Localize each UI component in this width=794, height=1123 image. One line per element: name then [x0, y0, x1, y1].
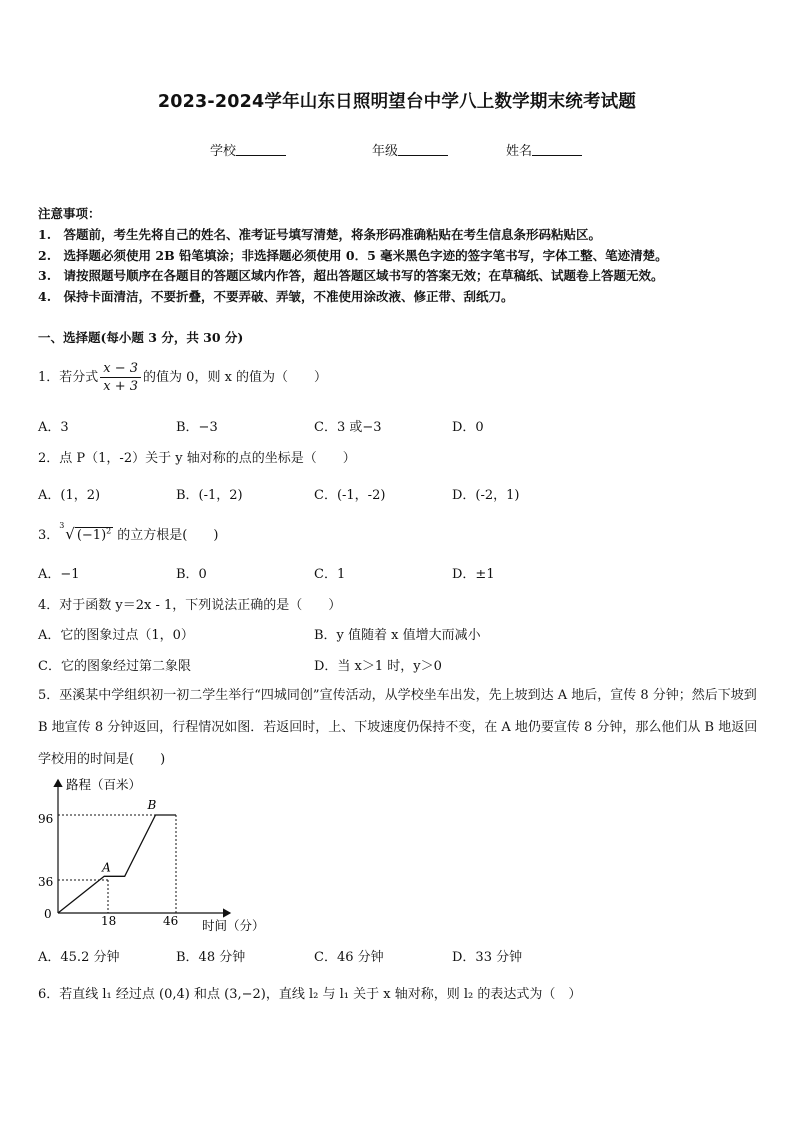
name-blank[interactable]: [532, 143, 582, 156]
y-tick-label-96: 96: [38, 812, 54, 826]
q1-denominator: x + 3: [103, 379, 139, 394]
q1-prefix: 1．若分式: [38, 370, 99, 385]
question-5: 5．巫溪某中学组织初一初二学生举行“四城同创”宣传活动，从学校坐车出发，先上坡到达 A 地后，宣传 8 分钟；然后下坡到 B 地宣传 8 分钟返回，行程情况如图．若返回时，上、下坡速度仍保持不变，在 A 地仍要宣传 8 分钟，那么他们从 B 地返回学校用的时间是( ): [38, 688, 758, 767]
q4-option-c[interactable]: C．它的图象经过第二象限: [38, 659, 191, 674]
section-heading: 一、选择题(每小题 3 分，共 30 分): [38, 330, 244, 345]
q2-option-a[interactable]: A．(1，2): [38, 488, 101, 503]
q3-radicand-base: (−1): [76, 528, 107, 543]
grade-field[interactable]: [372, 140, 448, 159]
x-tick-label-46: 46: [163, 914, 179, 928]
q1-numerator: x − 3: [100, 360, 141, 378]
grade-label: 年级: [372, 144, 399, 159]
q4-option-a[interactable]: A．它的图象过点（1，0）: [38, 628, 194, 643]
q2-option-c[interactable]: C．(-1，-2): [314, 488, 386, 503]
q3-prefix: 3．: [38, 528, 60, 543]
point-a-label: A: [102, 860, 111, 875]
grade-blank[interactable]: [398, 143, 448, 156]
page-title: 2023-2024学年山东日照明望台中学八上数学期末统考试题: [157, 92, 637, 112]
q4-option-d[interactable]: D．当 x＞1 时，y＞0: [314, 659, 442, 674]
route-line: [58, 815, 176, 913]
name-label: 姓名: [506, 144, 533, 159]
radical-sign-icon: √: [65, 525, 75, 543]
q1-option-c[interactable]: C．3 或−3: [314, 420, 382, 435]
y-tick-label-36: 36: [38, 875, 54, 889]
q3-suffix: 的立方根是( ): [117, 528, 219, 543]
school-label: 学校: [210, 144, 237, 159]
question-4: 4．对于函数 y＝2x - 1，下列说法正确的是（ ）: [38, 598, 342, 613]
q2-option-d[interactable]: D．(-2，1): [452, 488, 520, 503]
q1-suffix: 的值为 0，则 x 的值为（ ）: [143, 370, 328, 385]
q3-option-b[interactable]: B．0: [176, 567, 207, 582]
point-b-label: B: [147, 798, 157, 812]
q3-option-a[interactable]: A．−1: [38, 567, 80, 582]
school-blank[interactable]: [236, 143, 286, 156]
q2-option-b[interactable]: B．(-1，2): [176, 488, 243, 503]
distance-time-chart: [30, 770, 290, 940]
q3-exponent: 2: [106, 526, 112, 536]
q4-option-b[interactable]: B．y 值随着 x 值增大而减小: [314, 628, 481, 643]
name-field[interactable]: [506, 140, 582, 159]
question-2: 2．点 P（1，-2）关于 y 轴对称的点的坐标是（ ）: [38, 451, 356, 466]
q3-option-c[interactable]: C．1: [314, 567, 346, 582]
q3-radical-index: 3: [59, 521, 65, 530]
school-field[interactable]: [210, 140, 286, 159]
note-item: 2. 选择题必须使用 2B 铅笔填涂；非选择题必须使用 0．5 毫米黑色字迹的签字笔书写，字体工整、笔迹清楚。: [38, 248, 668, 263]
question-6: 6．若直线 l₁ 经过点 (0,4) 和点 (3,−2)，直线 l₂ 与 l₁ 关于 x 轴对称，则 l₂ 的表达式为（ ）: [38, 987, 582, 1002]
q1-option-a[interactable]: A．3: [38, 420, 69, 435]
q1-option-b[interactable]: B．−3: [176, 420, 218, 435]
q5-option-d[interactable]: D．33 分钟: [452, 950, 523, 965]
question-3: [38, 521, 219, 543]
x-axis-label: 时间（分）: [202, 918, 265, 933]
notes-heading: 注意事项：: [38, 206, 101, 221]
y-tick-label-0: 0: [44, 907, 52, 921]
x-tick-label-18: 18: [101, 914, 117, 928]
q5-option-a[interactable]: A．45.2 分钟: [38, 950, 120, 965]
q3-radical: [59, 521, 113, 543]
q3-radicand: [75, 527, 113, 543]
q1-fraction: [100, 360, 141, 395]
y-axis-label: 路程（百米）: [66, 777, 142, 792]
q5-option-b[interactable]: B．48 分钟: [176, 950, 246, 965]
q5-option-c[interactable]: C．46 分钟: [314, 950, 384, 965]
note-item: 4. 保持卡面清洁，不要折叠，不要弄破、弄皱，不准使用涂改液、修正带、刮纸刀。: [38, 289, 514, 304]
note-item: 3. 请按照题号顺序在各题目的答题区域内作答，超出答题区域书写的答案无效；在草稿纸、试题卷上答题无效。: [38, 268, 664, 283]
q3-option-d[interactable]: D．±1: [452, 567, 495, 582]
question-1: [38, 360, 327, 395]
q1-option-d[interactable]: D．0: [452, 420, 484, 435]
note-item: 1. 答题前，考生先将自己的姓名、准考证号填写清楚，将条形码准确粘贴在考生信息条形码粘贴区。: [38, 227, 602, 242]
